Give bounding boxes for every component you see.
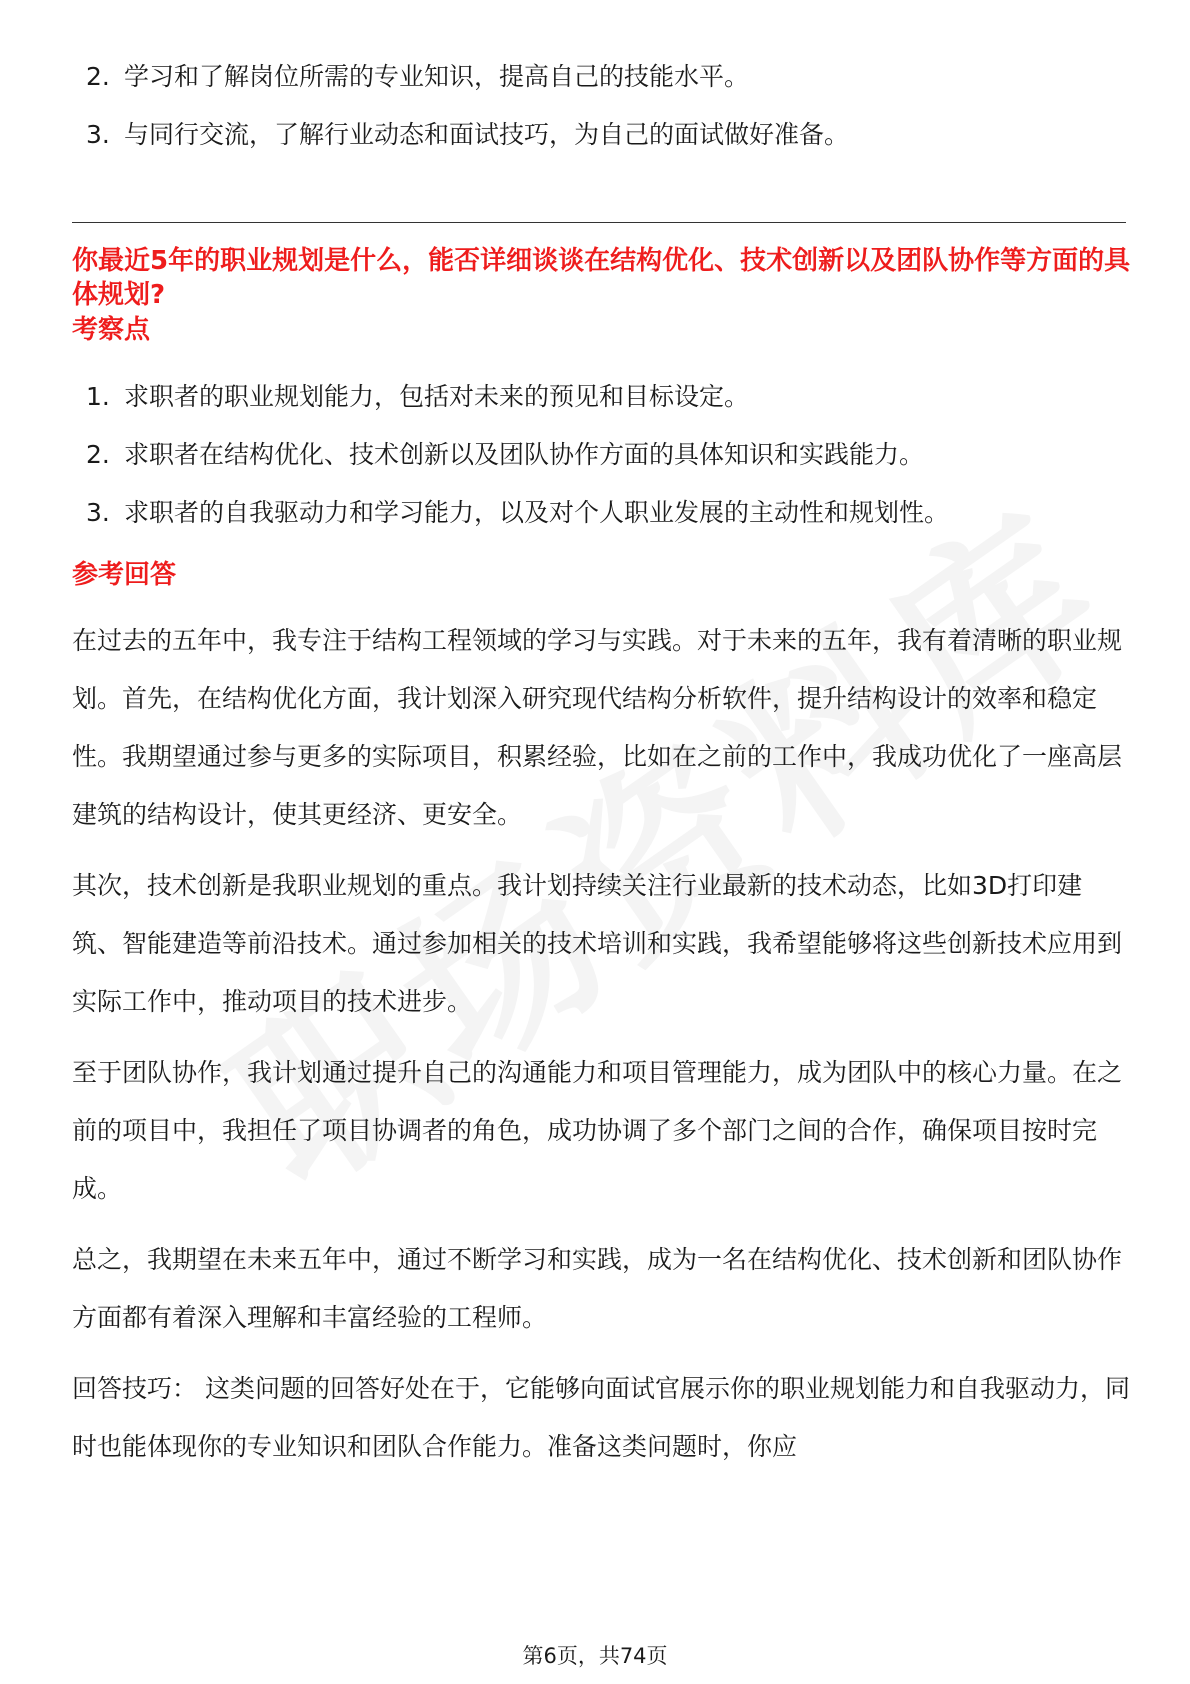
section-divider	[72, 222, 1126, 223]
answer-paragraph: 其次，技术创新是我职业规划的重点。我计划持续关注行业最新的技术动态，比如3D打印建筑、智能建造等前沿技术。通过参加相关的技术培训和实践，我希望能够将这些创新技术应用到实际工作中，推动项目的技术进步。	[72, 871, 1123, 1016]
list-item	[86, 498, 949, 556]
list-item	[86, 382, 949, 440]
page-number-footer: 第6页，共74页	[522, 1644, 668, 1668]
exam-points-list	[86, 382, 949, 556]
list-number: 2.	[86, 62, 110, 91]
list-text: 求职者的自我驱动力和学习能力，以及对个人职业发展的主动性和规划性。	[124, 498, 950, 527]
question-heading: 你最近5年的职业规划是什么，能否详细谈谈在结构优化、技术创新以及团队协作等方面的具体规划?	[72, 246, 1131, 310]
list-number: 2.	[86, 440, 110, 469]
list-text: 与同行交流，了解行业动态和面试技巧，为自己的面试做好准备。	[124, 120, 850, 149]
exam-points-label: 考察点	[72, 315, 151, 345]
list-number: 1.	[86, 382, 110, 411]
list-item	[86, 120, 849, 178]
list-text: 学习和了解岗位所需的专业知识，提高自己的技能水平。	[124, 62, 750, 91]
answer-paragraph: 在过去的五年中，我专注于结构工程领域的学习与实践。对于未来的五年，我有着清晰的职业规划。首先，在结构优化方面，我计划深入研究现代结构分析软件，提升结构设计的效率和稳定性。我期望通过参与更多的实际项目，积累经验，比如在之前的工作中，我成功优化了一座高层建筑的结构设计，使其更经济、更安全。	[72, 626, 1123, 829]
list-number: 3.	[86, 120, 110, 149]
list-number: 3.	[86, 498, 110, 527]
top-list	[86, 62, 849, 178]
list-text: 求职者在结构优化、技术创新以及团队协作方面的具体知识和实践能力。	[124, 440, 925, 469]
answer-tips-paragraph: 回答技巧： 这类问题的回答好处在于，它能够向面试官展示你的职业规划能力和自我驱动力，同时也能体现你的专业知识和团队合作能力。准备这类问题时，你应	[72, 1374, 1130, 1461]
list-item	[86, 440, 949, 498]
answer-paragraph: 总之，我期望在未来五年中，通过不断学习和实践，成为一名在结构优化、技术创新和团队协作方面都有着深入理解和丰富经验的工程师。	[72, 1245, 1123, 1332]
list-item	[86, 62, 849, 120]
answer-label: 参考回答	[72, 560, 177, 590]
list-text: 求职者的职业规划能力，包括对未来的预见和目标设定。	[124, 382, 750, 411]
answer-paragraph: 至于团队协作，我计划通过提升自己的沟通能力和项目管理能力，成为团队中的核心力量。在之前的项目中，我担任了项目协调者的角色，成功协调了多个部门之间的合作，确保项目按时完成。	[72, 1058, 1123, 1203]
